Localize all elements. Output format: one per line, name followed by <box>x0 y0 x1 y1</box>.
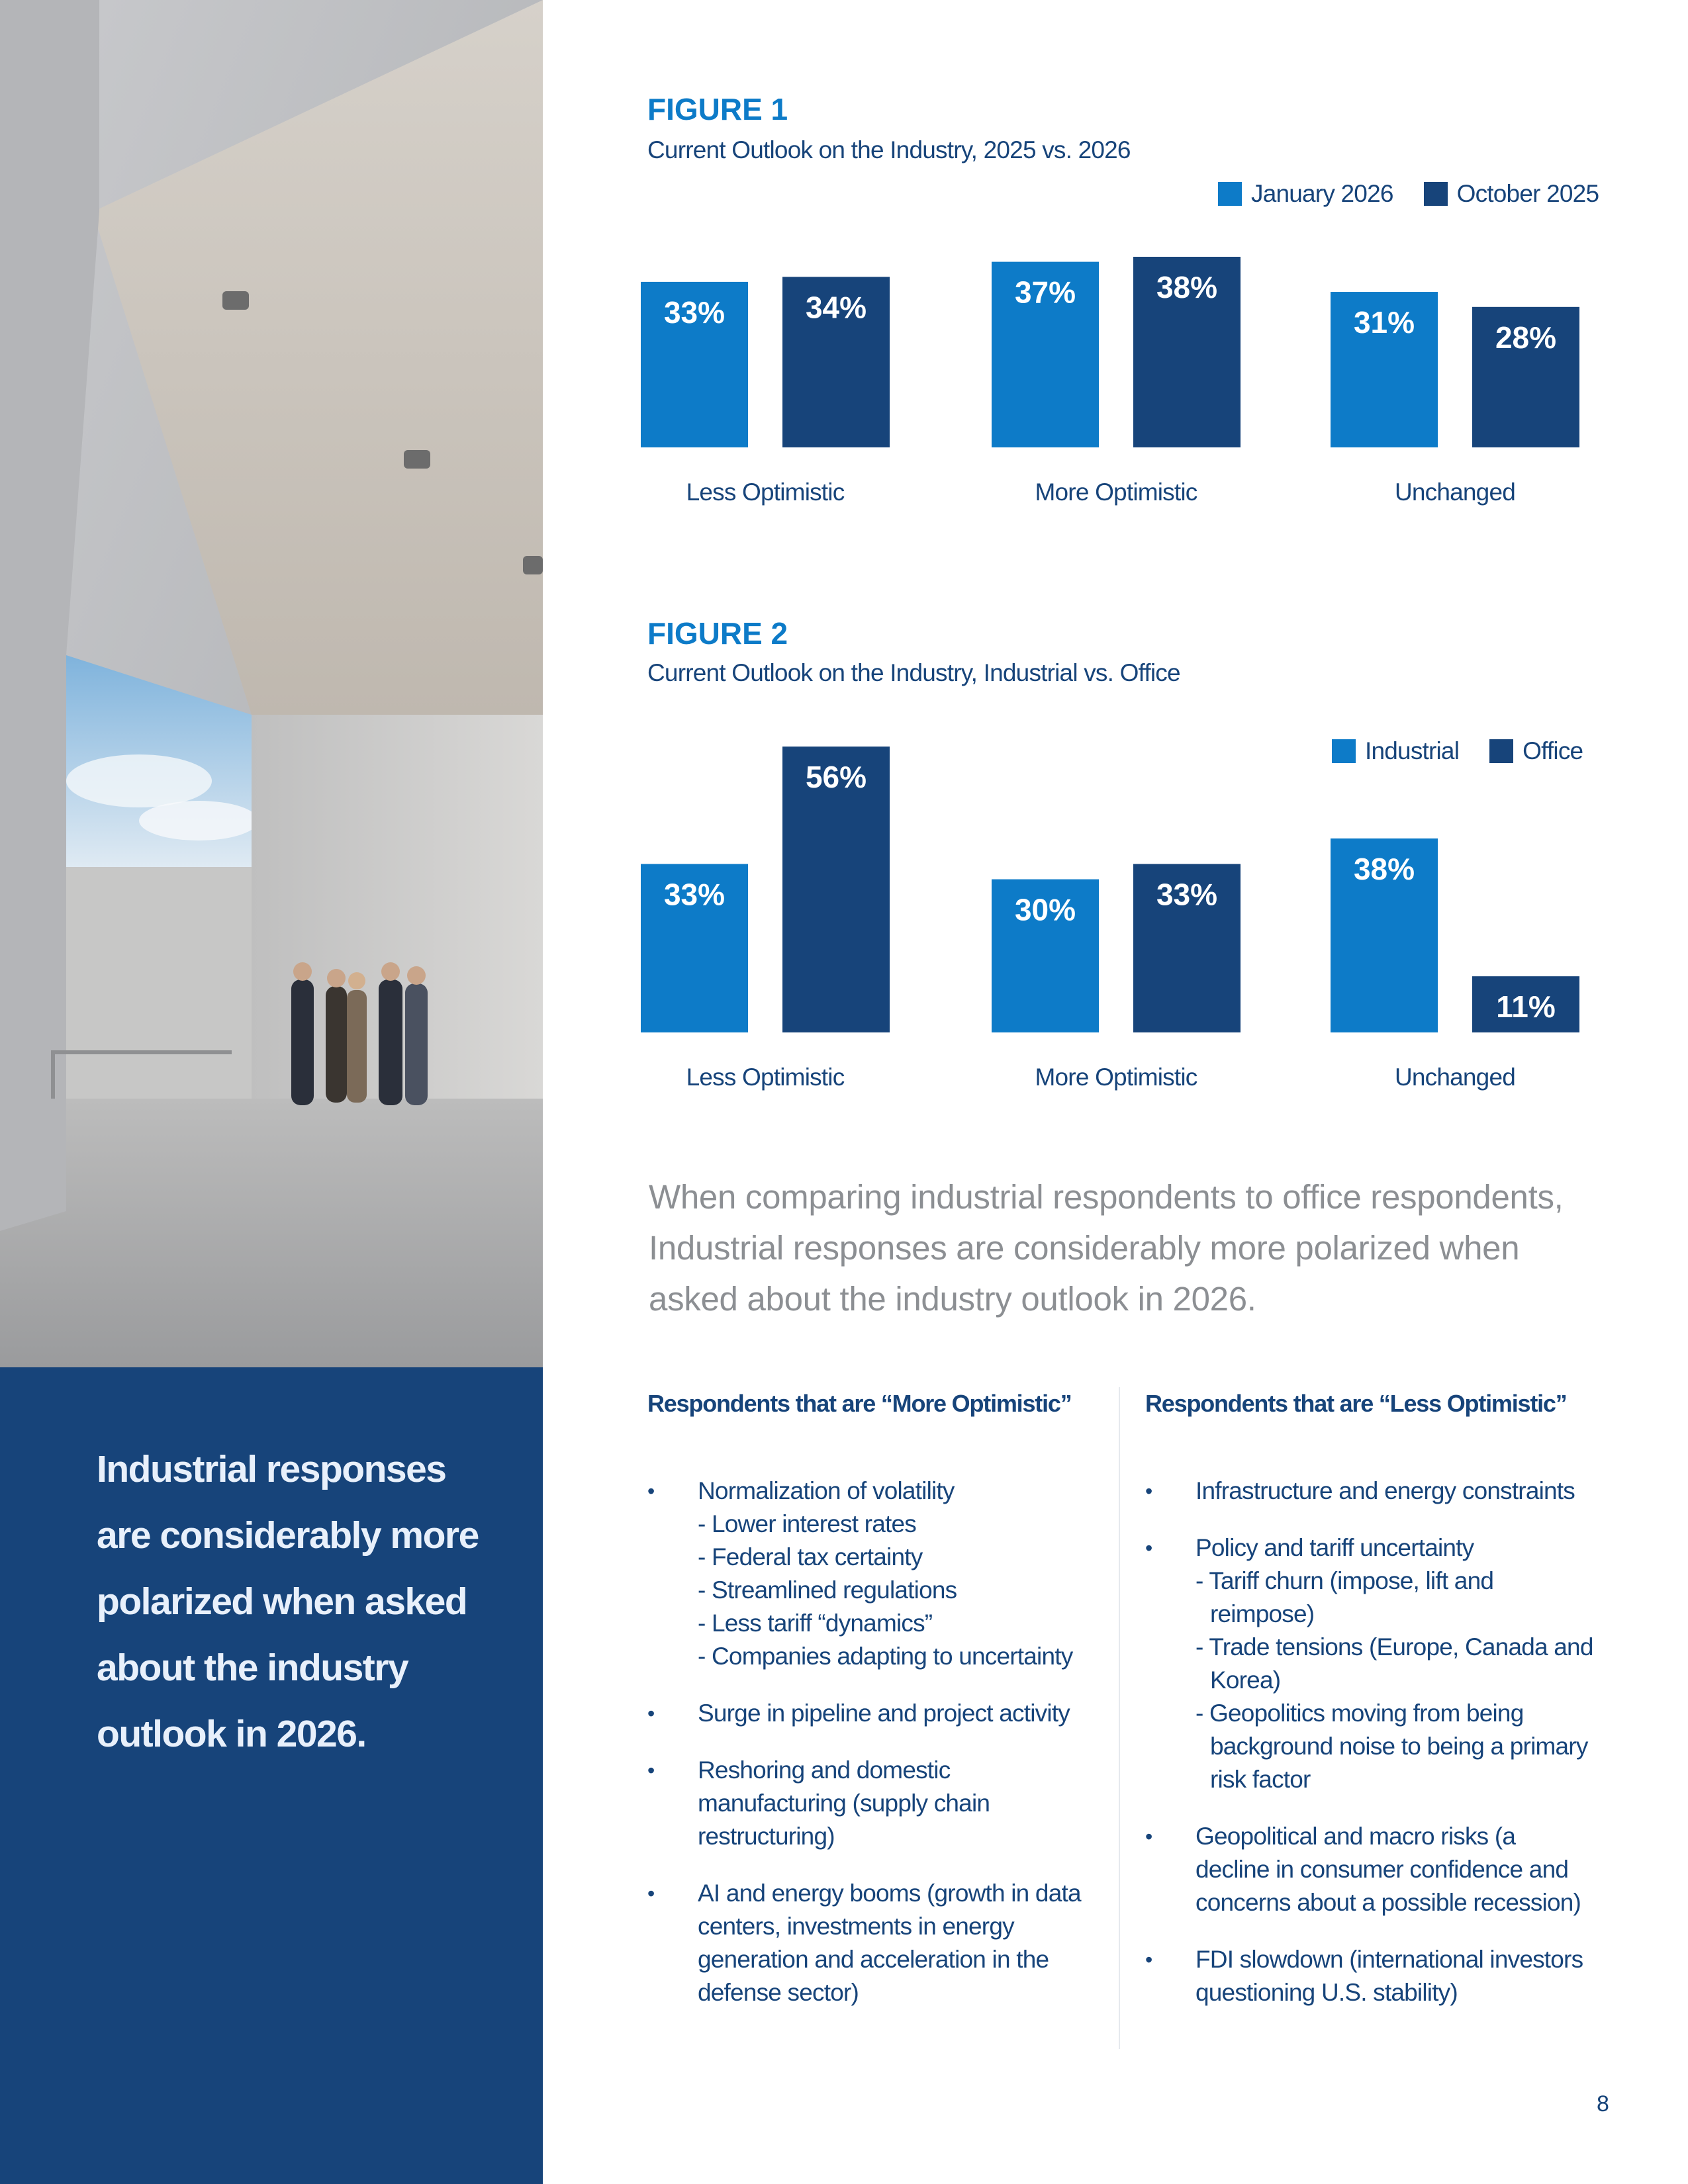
figure1-chart-svg <box>635 225 1602 516</box>
bar-data-label: 56% <box>805 760 867 794</box>
list-sub-item: - Companies adapting to uncertainty <box>698 1643 1073 1670</box>
list-item-text: AI and energy booms (growth in data centers, investments in energy generation and acceleration in the defense sector) <box>698 1880 1081 2006</box>
figure2-subtitle: Current Outlook on the Industry, Industrial vs. Office <box>647 659 1180 686</box>
figure1-legend <box>1218 180 1599 208</box>
list-sub-item: - Federal tax certainty <box>698 1543 923 1570</box>
list-item-text: Normalization of volatility <box>698 1477 955 1504</box>
list-item-text: Surge in pipeline and project activity <box>698 1700 1070 1727</box>
legend-swatch <box>1424 182 1448 206</box>
list-item <box>1145 1820 1595 1919</box>
legend-label: Industrial <box>1365 737 1460 764</box>
less-optimistic-title: Respondents that are “Less Optimistic” <box>1145 1390 1567 1417</box>
figure1-subtitle: Current Outlook on the Industry, 2025 vs. 2026 <box>647 136 1131 163</box>
list-sub-item: - Streamlined regulations <box>698 1576 957 1604</box>
list-item-text: FDI slowdown (international investors questioning U.S. stability) <box>1196 1946 1583 2006</box>
bar-data-label: 33% <box>663 877 726 912</box>
legend-label: January 2026 <box>1251 180 1393 207</box>
list-item <box>647 1754 1098 1853</box>
figure1-chart <box>635 225 1602 516</box>
list-item <box>647 1697 1098 1730</box>
legend-item <box>1424 180 1599 208</box>
pull-quote <box>97 1436 520 1767</box>
pull-quote-line: Industrial responses <box>97 1448 446 1490</box>
list-item <box>1145 1943 1595 2009</box>
pull-quote-line: are considerably more <box>97 1514 479 1557</box>
figure2-chart-svg <box>635 728 1602 1099</box>
legend-item <box>1218 180 1393 208</box>
bar-data-label: 33% <box>1156 877 1218 912</box>
hero-photo <box>0 0 543 1367</box>
more-optimistic-title: Respondents that are “More Optimistic” <box>647 1390 1072 1417</box>
category-label: Unchanged <box>1394 1064 1516 1091</box>
list-sub-item: - Less tariff “dynamics” <box>698 1610 933 1637</box>
list-item <box>1145 1531 1595 1796</box>
list-item <box>1145 1475 1595 1508</box>
more-optimistic-list <box>647 1475 1098 2033</box>
list-sub-item: - Geopolitics moving from being background noise to being a primary risk factor <box>1196 1700 1588 1793</box>
bar-data-label: 28% <box>1495 320 1557 355</box>
legend-swatch <box>1218 182 1242 206</box>
bar-data-label: 34% <box>805 290 867 325</box>
pull-quote-line: outlook in 2026. <box>97 1713 366 1755</box>
bar-data-label: 38% <box>1156 270 1218 304</box>
less-optimistic-list <box>1145 1475 1595 2033</box>
page-number: 8 <box>1597 2091 1609 2116</box>
pull-quote-line: about the industry <box>97 1647 408 1689</box>
bar-data-label: 37% <box>1014 275 1076 310</box>
list-item-text: Geopolitical and macro risks (a decline in consumer confidence and concerns about a possible recession) <box>1196 1823 1581 1916</box>
category-label: Less Optimistic <box>686 1064 845 1091</box>
figure2-heading: FIGURE 2 <box>647 616 788 651</box>
bar-data-label: 38% <box>1353 851 1415 886</box>
list-item-text: Policy and tariff uncertainty <box>1196 1534 1474 1561</box>
figure1-heading: FIGURE 1 <box>647 92 788 126</box>
category-label: More Optimistic <box>1035 478 1197 506</box>
figure2-chart <box>635 728 1602 1099</box>
legend-label: Office <box>1523 737 1583 764</box>
bar-data-label: 31% <box>1353 305 1415 340</box>
category-label: Less Optimistic <box>686 478 845 506</box>
list-item <box>647 1475 1098 1673</box>
pull-quote-line: polarized when asked <box>97 1580 467 1623</box>
bar-data-label: 30% <box>1014 892 1076 927</box>
list-sub-item: - Trade tensions (Europe, Canada and Korea) <box>1196 1633 1593 1694</box>
category-label: Unchanged <box>1394 478 1516 506</box>
intro-paragraph: When comparing industrial respondents to office respondents, Industrial responses are considerably more polarized when asked about the industry outlook in 2026. <box>649 1178 1564 1318</box>
list-item-text: Reshoring and domestic manufacturing (supply chain restructuring) <box>698 1756 990 1850</box>
category-label: More Optimistic <box>1035 1064 1197 1091</box>
list-sub-item: - Tariff churn (impose, lift and reimpose) <box>1196 1567 1494 1627</box>
legend-label: October 2025 <box>1456 180 1599 207</box>
list-item <box>647 1877 1098 2009</box>
bar-data-label: 11% <box>1496 989 1556 1024</box>
list-sub-item: - Lower interest rates <box>698 1510 916 1537</box>
column-divider <box>1119 1387 1120 2049</box>
list-item-text: Infrastructure and energy constraints <box>1196 1477 1575 1504</box>
bar-data-label: 33% <box>663 295 726 330</box>
